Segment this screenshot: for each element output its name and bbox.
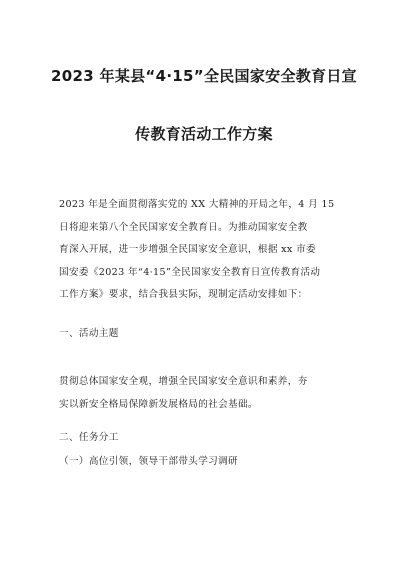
theme-line: 实以新安全格局保障新发展格局的社会基础。 xyxy=(59,398,258,410)
intro-line: 育深入开展，进一步增强全民国家安全意识，根据 xx 市委 xyxy=(59,244,316,255)
theme-paragraph xyxy=(59,371,351,416)
intro-line: 2023 年是全面贯彻落实党的 XX 大精神的开局之年，4 月 15 xyxy=(59,199,335,210)
subsection-heading-leadership: （一）高位引领，领导干部带头学习调研 xyxy=(59,456,238,467)
theme-line: 贯彻总体国家安全观，增强全民国家安全意识和素养，夯 xyxy=(59,376,308,387)
section-heading-tasks: 二、任务分工 xyxy=(59,432,119,443)
document-title-line-2: 传教育活动工作方案 xyxy=(135,125,273,143)
intro-paragraph xyxy=(59,194,351,307)
intro-line: 日将迎来第八个全民国家安全教育日。为推动国家安全教 xyxy=(59,221,308,233)
section-heading-theme: 一、活动主题 xyxy=(59,328,119,339)
intro-line: 工作方案》要求，结合我县实际，现制定活动安排如下： xyxy=(59,289,308,300)
intro-line: 国安委《2023 年“4·15”全民国家安全教育日宣传教育活动 xyxy=(59,266,321,278)
document-title-line-1: 2023 年某县“4·15”全民国家安全教育日宣 xyxy=(51,67,357,85)
